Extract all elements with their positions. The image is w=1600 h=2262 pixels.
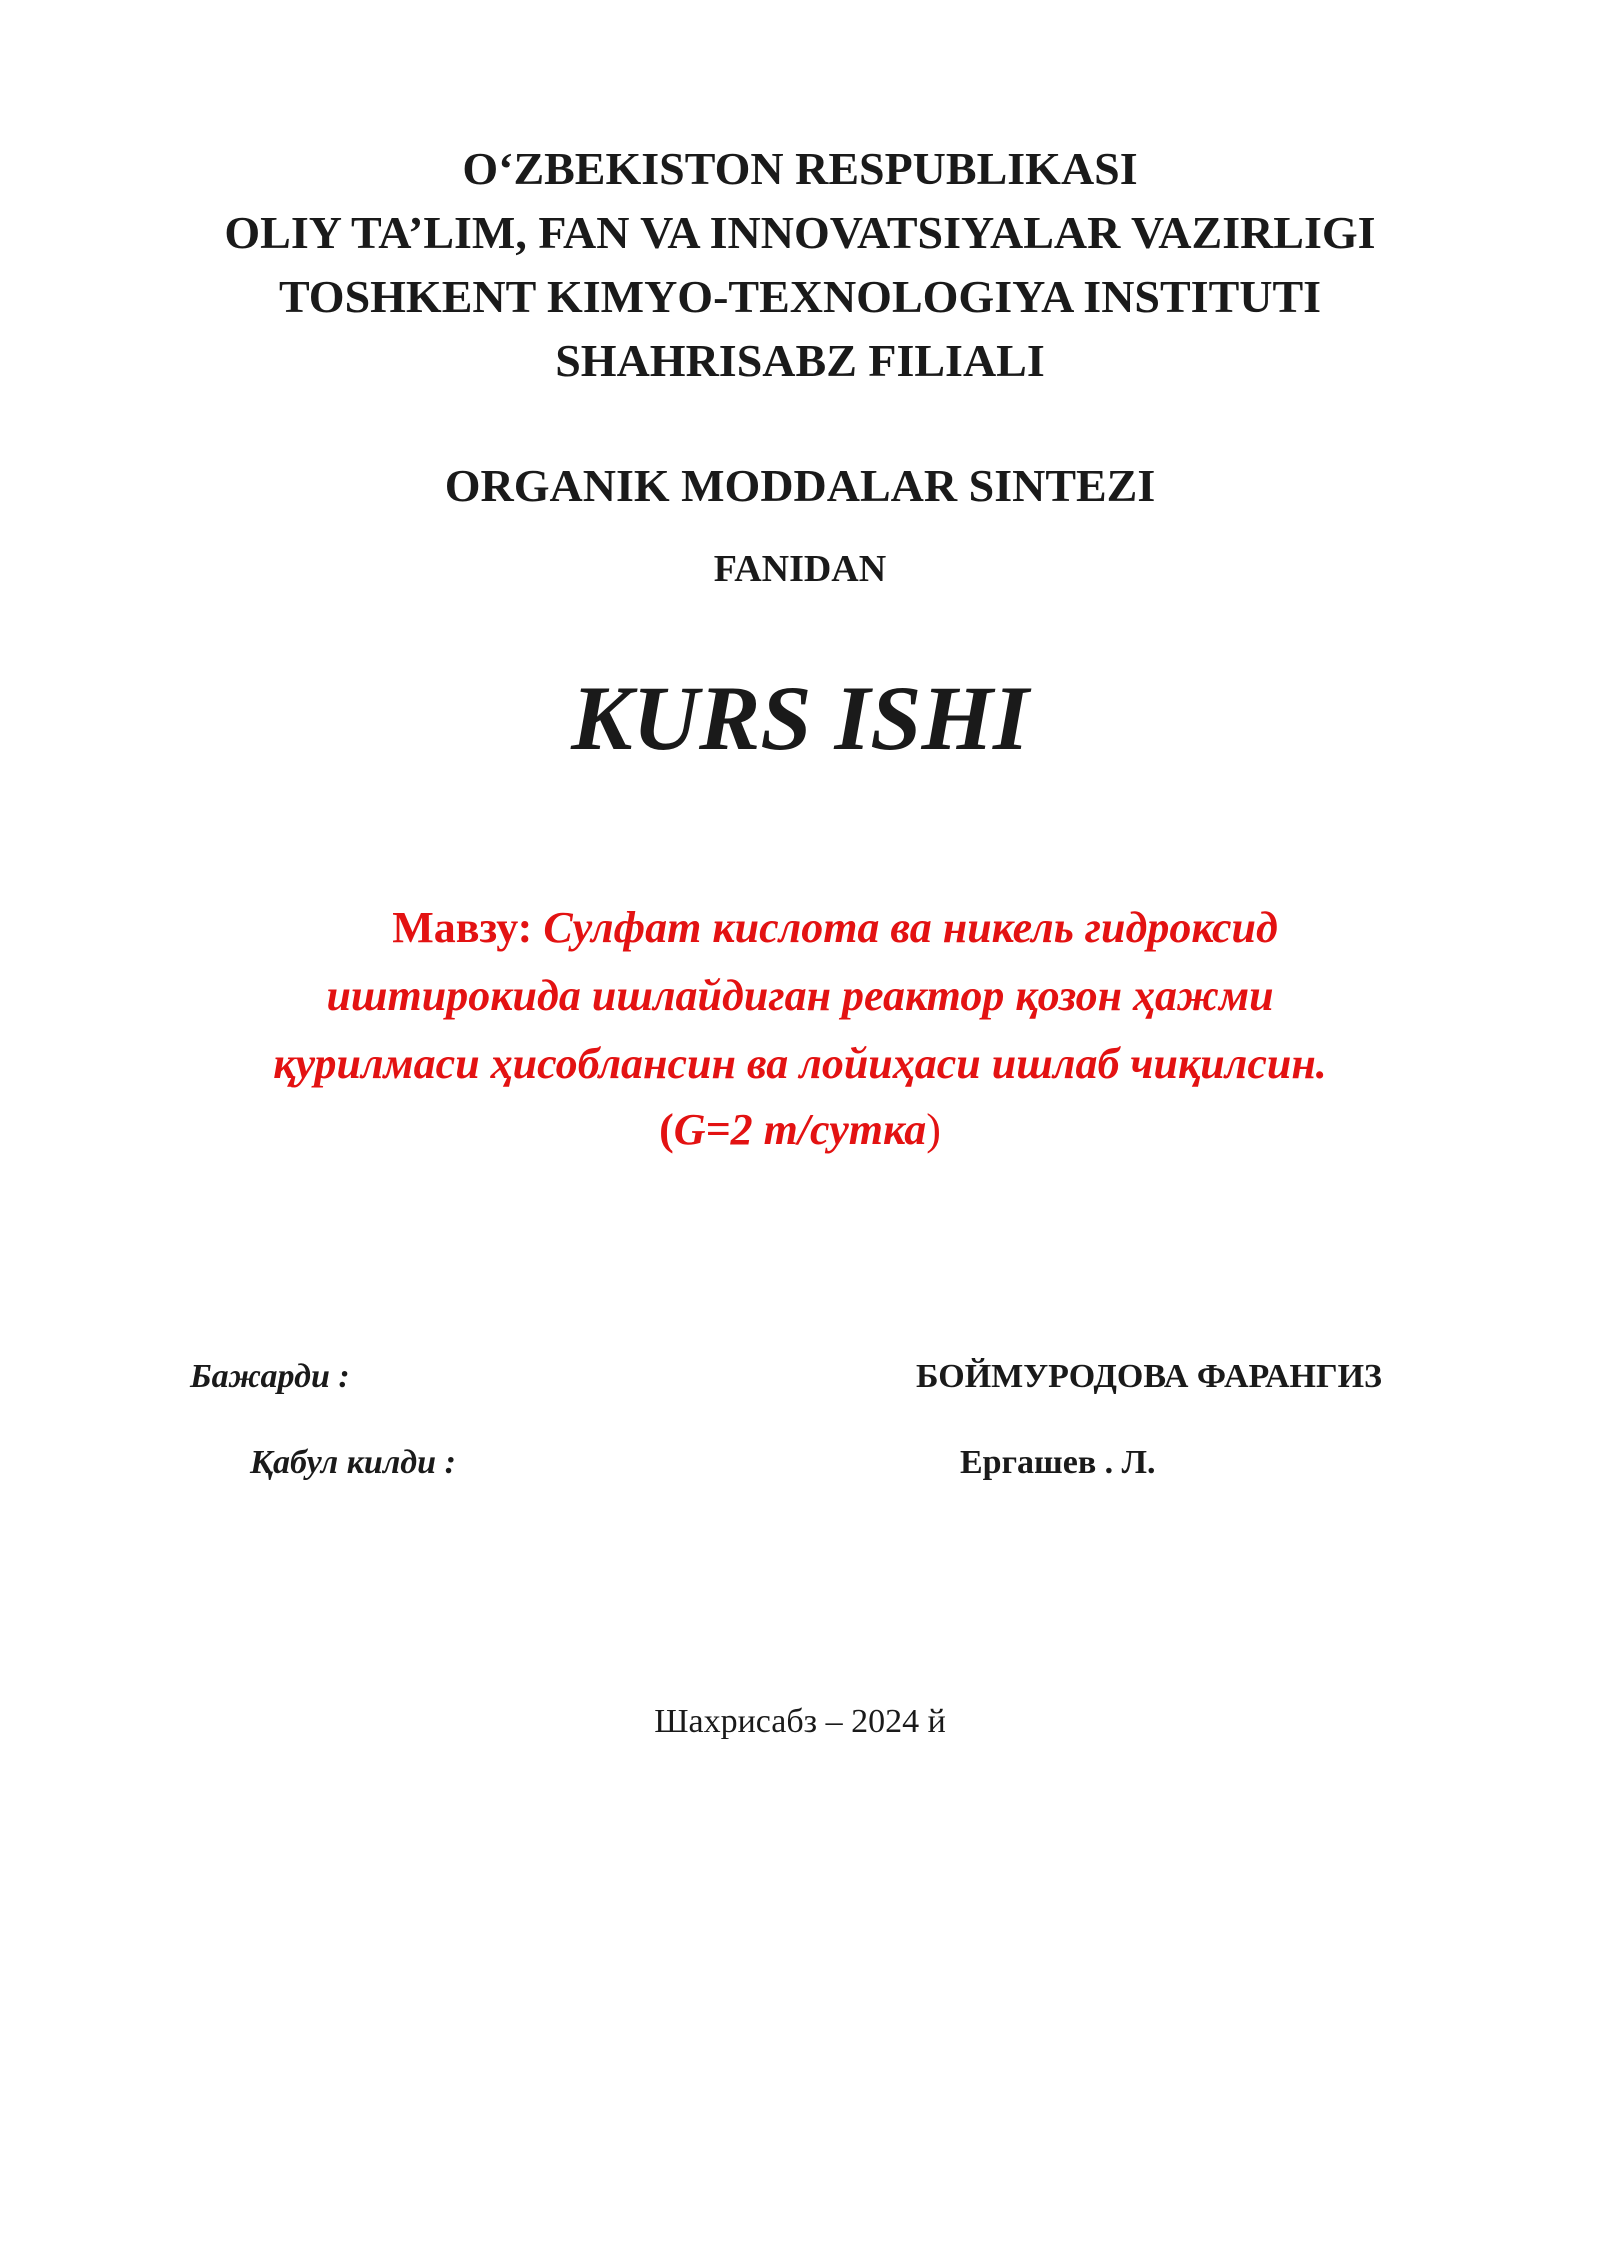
performed-name: БОЙМУРОДОВА ФАРАНГИЗ — [916, 1358, 1382, 1395]
topic-paren-open: ( — [659, 1105, 674, 1154]
topic-label: Мавзу: — [392, 903, 544, 952]
place-year: Шахрисабз – 2024 й — [654, 1703, 946, 1740]
topic-line-4 — [0, 1105, 1600, 1154]
accepted-name: Ергашев . Л. — [960, 1444, 1156, 1481]
performed-label: Бажарди : — [190, 1358, 350, 1395]
subject-name: ORGANIK MODDALAR SINTEZI — [444, 460, 1156, 511]
topic-capacity: G=2 т/сутка — [673, 1105, 927, 1154]
header-line-branch: SHAHRISABZ FILIALI — [555, 335, 1045, 386]
topic-line-3: қурилмаси ҳисоблансин ва лойиҳаси ишлаб чиқилсин. — [273, 1039, 1327, 1088]
subject-suffix: FANIDAN — [713, 548, 887, 590]
header-line-ministry: OLIY TA’LIM, FAN VA INNOVATSIYALAR VAZIRLIGI — [224, 207, 1376, 258]
topic-paren-close: ) — [926, 1105, 941, 1154]
accepted-label: Қабул килди : — [250, 1444, 456, 1481]
topic-text-1: Сулфат кислота ва никель гидроксид — [543, 903, 1278, 952]
topic-line-1 — [0, 903, 1600, 952]
document-title: KURS ISHI — [571, 667, 1029, 769]
topic-line-2: иштирокида ишлайдиган реактор қозон ҳажми — [326, 971, 1274, 1020]
header-line-institute: TOSHKENT KIMYO-TEXNOLOGIYA INSTITUTI — [278, 271, 1322, 322]
header-line-country: O‘ZBEKISTON RESPUBLIKASI — [462, 143, 1138, 194]
